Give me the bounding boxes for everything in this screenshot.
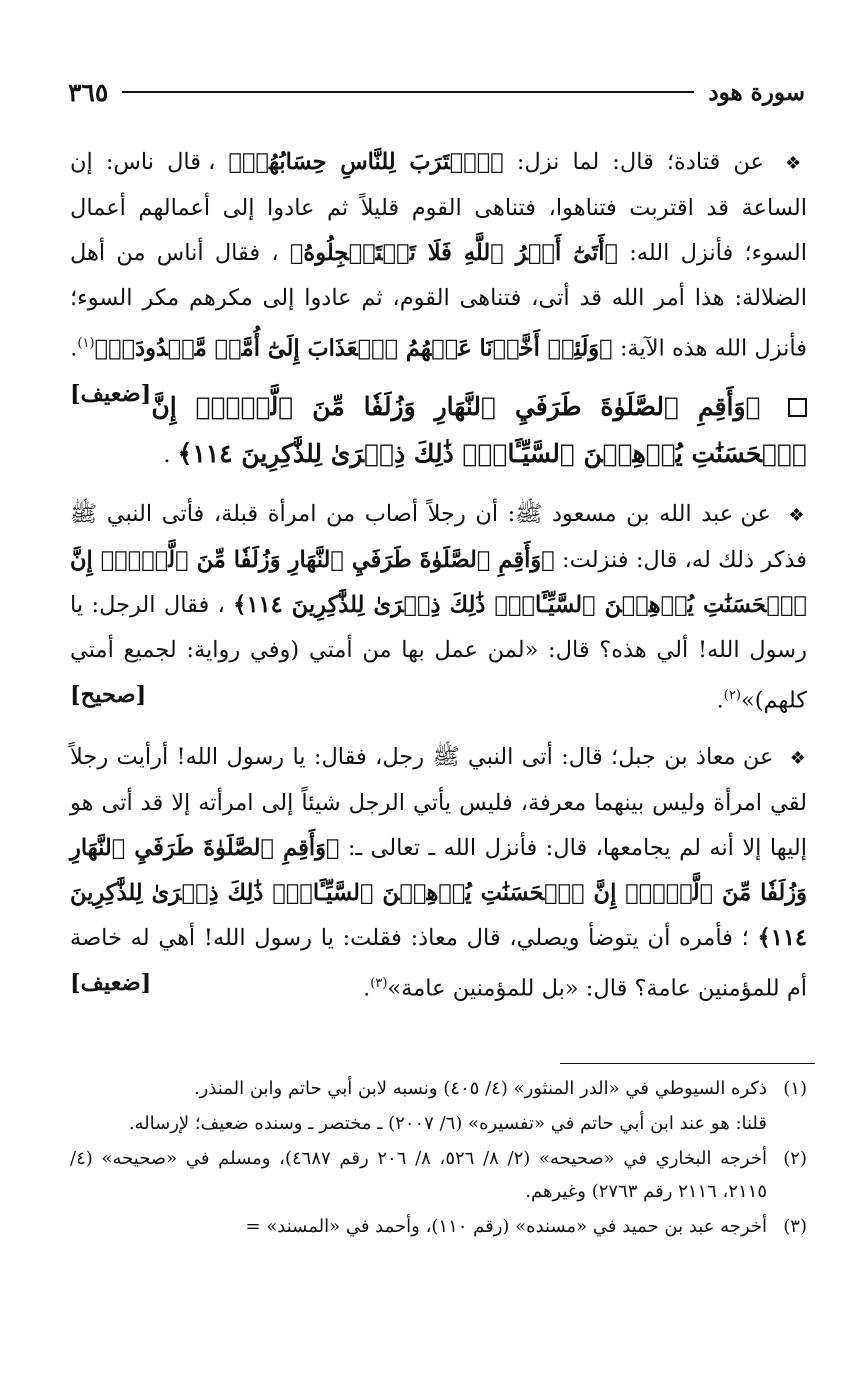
verse-end: . (163, 441, 171, 468)
page-number: ٣٦٥ (68, 77, 109, 107)
footnote-separator (560, 1063, 815, 1064)
hadith-ibn-masud: ❖ عن عبد الله بن مسعود ﷺ: أن رجلاً أصاب من امرأة قبلة، فأتى النبي ﷺ فذكر ذلك له، قال: فنزلت: ﴿وَأَقِمِ ٱلصَّلَوٰةَ طَرَفَيِ ٱلنَّهَارِ وَزُلَفٗا مِّنَ ٱلَّيۡلِۚ إِنَّ ٱلۡحَسَنَٰتِ يُذۡهِبۡنَ ٱلسَّيِّـَٔاتِۚ ذَٰلِكَ ذِكۡرَىٰ لِلذَّٰكِرِينَ ١١٤﴾ ، فقال الرجل: يا رسول الله! ألي هذه؟ قال: «لمن عمل بها من أمتي (وفي رواية: لجميع أمتي كلهم)»$^{(٢)}$. [صحيح] (70, 492, 807, 724)
bullet-icon: ❖ (784, 153, 807, 174)
footnote-number: (٣) (783, 1216, 807, 1237)
quran-verse: ﴿ٱقۡتَرَبَ لِلنَّاسِ حِسَابُهُمۡ﴾ (228, 149, 504, 175)
footnote-text: أخرجه عبد بن حميد في «مسنده» (رقم ١١٠)، وأحمد في «المسند» = (245, 1216, 767, 1237)
narration-text: ، فقال الرجل: يا رسول الله! ألي هذه؟ قال: «لمن عمل بها من أمتي (وفي رواية: لجميع أمتي كلهم)» (70, 591, 807, 713)
footnote-number: (١) (783, 1078, 807, 1099)
grade-label: [ضعيف] (70, 380, 152, 407)
quran-verse: ﴿وَلَئِنۡ أَخَّرۡنَا عَنۡهُمُ ٱلۡعَذَابَ إِلَىٰٓ أُمَّةٖ مَّعۡدُودَةٖ﴾ (94, 335, 613, 362)
grade-label: [صحيح] (70, 681, 147, 708)
narration-text: ، فقال أناس من أهل الضلالة: هذا أمر الله قد أتى، فتناهى القوم، ثم عادوا إلى مكرهم مكر السوء؛ فأنزل الله هذه الآية: (70, 240, 807, 362)
surah-title: سورة هود (708, 78, 805, 106)
footnote-number: (٢) (783, 1148, 807, 1169)
narration-text: عن قتادة؛ قال: لما نزل: (503, 149, 764, 175)
narration-text: عن معاذ بن جبل؛ قال: أتى النبي ﷺ رجل، فقال: يا رسول الله! أرأيت رجلاً لقي امرأة وليس بينهما معرفة، فليس يأتي الرجل شيئاً إلى امرأته إلا قد أتى هو إليها إلا أنه لم يجامعها، قال: فأنزل الله ـ تعالى ـ: (70, 744, 807, 861)
narration-text: عن عبد الله بن مسعود ﷺ: أن رجلاً أصاب من امرأة قبلة، فأتى النبي ﷺ فذكر ذلك له، قال: فنزلت: (70, 500, 807, 573)
footnote-ref: (١) (77, 336, 95, 351)
footnote-text: قلنا: هو عند ابن أبي حاتم في «تفسيره» (٦/ ٢٠٠٧) ـ مختصر ـ وسنده ضعيف؛ لإرساله. (128, 1113, 767, 1134)
narration-text: ؛ فأمره أن يتوضأ ويصلي، قال معاذ: فقلت: يا رسول الله! أهي له خاصة أم للمؤمنين عامة؟ قال: «بل للمؤمنين عامة» (70, 925, 807, 1002)
footnote-item (70, 1107, 807, 1140)
square-icon (788, 398, 807, 417)
page-body (70, 140, 807, 1024)
verse-heading (70, 384, 807, 478)
hadith-qatadah: ❖ عن قتادة؛ قال: لما نزل: ﴿ٱقۡتَرَبَ لِلنَّاسِ حِسَابُهُمۡ﴾ ، قال ناس: إن الساعة قد اقتربت فتناهوا، فتناهى القوم قليلاً ثم عادوا إلى أعمالهم أعمال السوء؛ فأنزل الله: ﴿أَتَىٰٓ أَمۡرُ ٱللَّهِ فَلَا تَسۡتَعۡجِلُوهُ﴾ ، فقال أناس من أهل الضلالة: هذا أمر الله قد أتى، فتناهى القوم، ثم عادوا إلى مكرهم مكر السوء؛ فأنزل الله هذه الآية: ﴿وَلَئِنۡ أَخَّرۡنَا عَنۡهُمُ ٱلۡعَذَابَ إِلَىٰٓ أُمَّةٖ مَّعۡدُودَةٖ﴾$^{(١)}$. [ضعيف] (70, 140, 807, 372)
page-header (68, 74, 805, 110)
quran-verse: ﴿وَأَقِمِ ٱلصَّلَوٰةَ طَرَفَيِ ٱلنَّهَارِ وَزُلَفٗا مِّنَ ٱلَّيۡلِۚ إِنَّ ٱلۡحَسَنَٰتِ يُذۡهِبۡنَ ٱلسَّيِّـَٔاتِۚ ذَٰلِكَ ذِكۡرَىٰ لِلذَّٰكِرِينَ ١١٤﴾ (70, 835, 807, 951)
footnote-ref: (٢) (723, 687, 741, 703)
footnote-item (70, 1142, 807, 1208)
footnote-text: ذكره السيوطي في «الدر المنثور» (٤/ ٤٠٥) ونسبه لابن أبي حاتم وابن المنذر. (193, 1078, 767, 1099)
footnote-item (70, 1210, 807, 1243)
quran-verse: ﴿أَتَىٰٓ أَمۡرُ ٱللَّهِ فَلَا تَسۡتَعۡجِلُوهُ﴾ (289, 240, 618, 266)
hadith-muadh: ❖ عن معاذ بن جبل؛ قال: أتى النبي ﷺ رجل، فقال: يا رسول الله! أرأيت رجلاً لقي امرأة وليس بينهما معرفة، فليس يأتي الرجل شيئاً إلى امرأته إلا قد أتى هو إليها إلا أنه لم يجامعها، قال: فأنزل الله ـ تعالى ـ: ﴿وَأَقِمِ ٱلصَّلَوٰةَ طَرَفَيِ ٱلنَّهَارِ وَزُلَفٗا مِّنَ ٱلَّيۡلِۚ إِنَّ ٱلۡحَسَنَٰتِ يُذۡهِبۡنَ ٱلسَّيِّـَٔاتِۚ ذَٰلِكَ ذِكۡرَىٰ لِلذَّٰكِرِينَ ١١٤﴾ ؛ فأمره أن يتوضأ ويصلي، قال معاذ: فقلت: يا رسول الله! أهي له خاصة أم للمؤمنين عامة؟ قال: «بل للمؤمنين عامة»$^{(٣)}$. [ضعيف] (70, 735, 807, 1012)
footnote-item (70, 1072, 807, 1105)
bullet-icon: ❖ (789, 748, 807, 769)
quran-verse: ﴿وَأَقِمِ ٱلصَّلَوٰةَ طَرَفَيِ ٱلنَّهَارِ وَزُلَفٗا مِّنَ ٱلَّيۡلِۚ إِنَّ ٱلۡحَسَنَٰتِ يُذۡهِبۡنَ ٱلسَّيِّـَٔاتِۚ ذَٰلِكَ ذِكۡرَىٰ لِلذَّٰكِرِينَ ١١٤﴾ (151, 391, 807, 468)
narration-text: ، قال ناس: إن الساعة قد اقتربت فتناهوا، فتناهى القوم قليلاً ثم عادوا إلى أعمالهم أعمال السوء؛ فأنزل الله: (70, 149, 808, 266)
header-rule (122, 91, 694, 93)
quran-verse: ﴿وَأَقِمِ ٱلصَّلَوٰةَ طَرَفَيِ ٱلنَّهَارِ وَزُلَفٗا مِّنَ ٱلَّيۡلِۚ إِنَّ ٱلۡحَسَنَٰتِ يُذۡهِبۡنَ ٱلسَّيِّـَٔاتِۚ ذَٰلِكَ ذِكۡرَىٰ لِلذَّٰكِرِينَ ١١٤﴾ (70, 546, 807, 618)
footnote-text: أخرجه البخاري في «صحيحه» (٢/ ٨/ ٥٢٦، ٨/ ٢٠٦ رقم ٤٦٨٧)، ومسلم في «صحيحه» (٤/ ٢١١٥، ٢١١٦ رقم ٢٧٦٣) وغيرهم. (70, 1148, 767, 1202)
bullet-icon: ❖ (788, 504, 808, 526)
footnotes (70, 1072, 807, 1245)
grade-label: [ضعيف] (70, 970, 152, 996)
footnote-ref: (٣) (370, 976, 388, 991)
